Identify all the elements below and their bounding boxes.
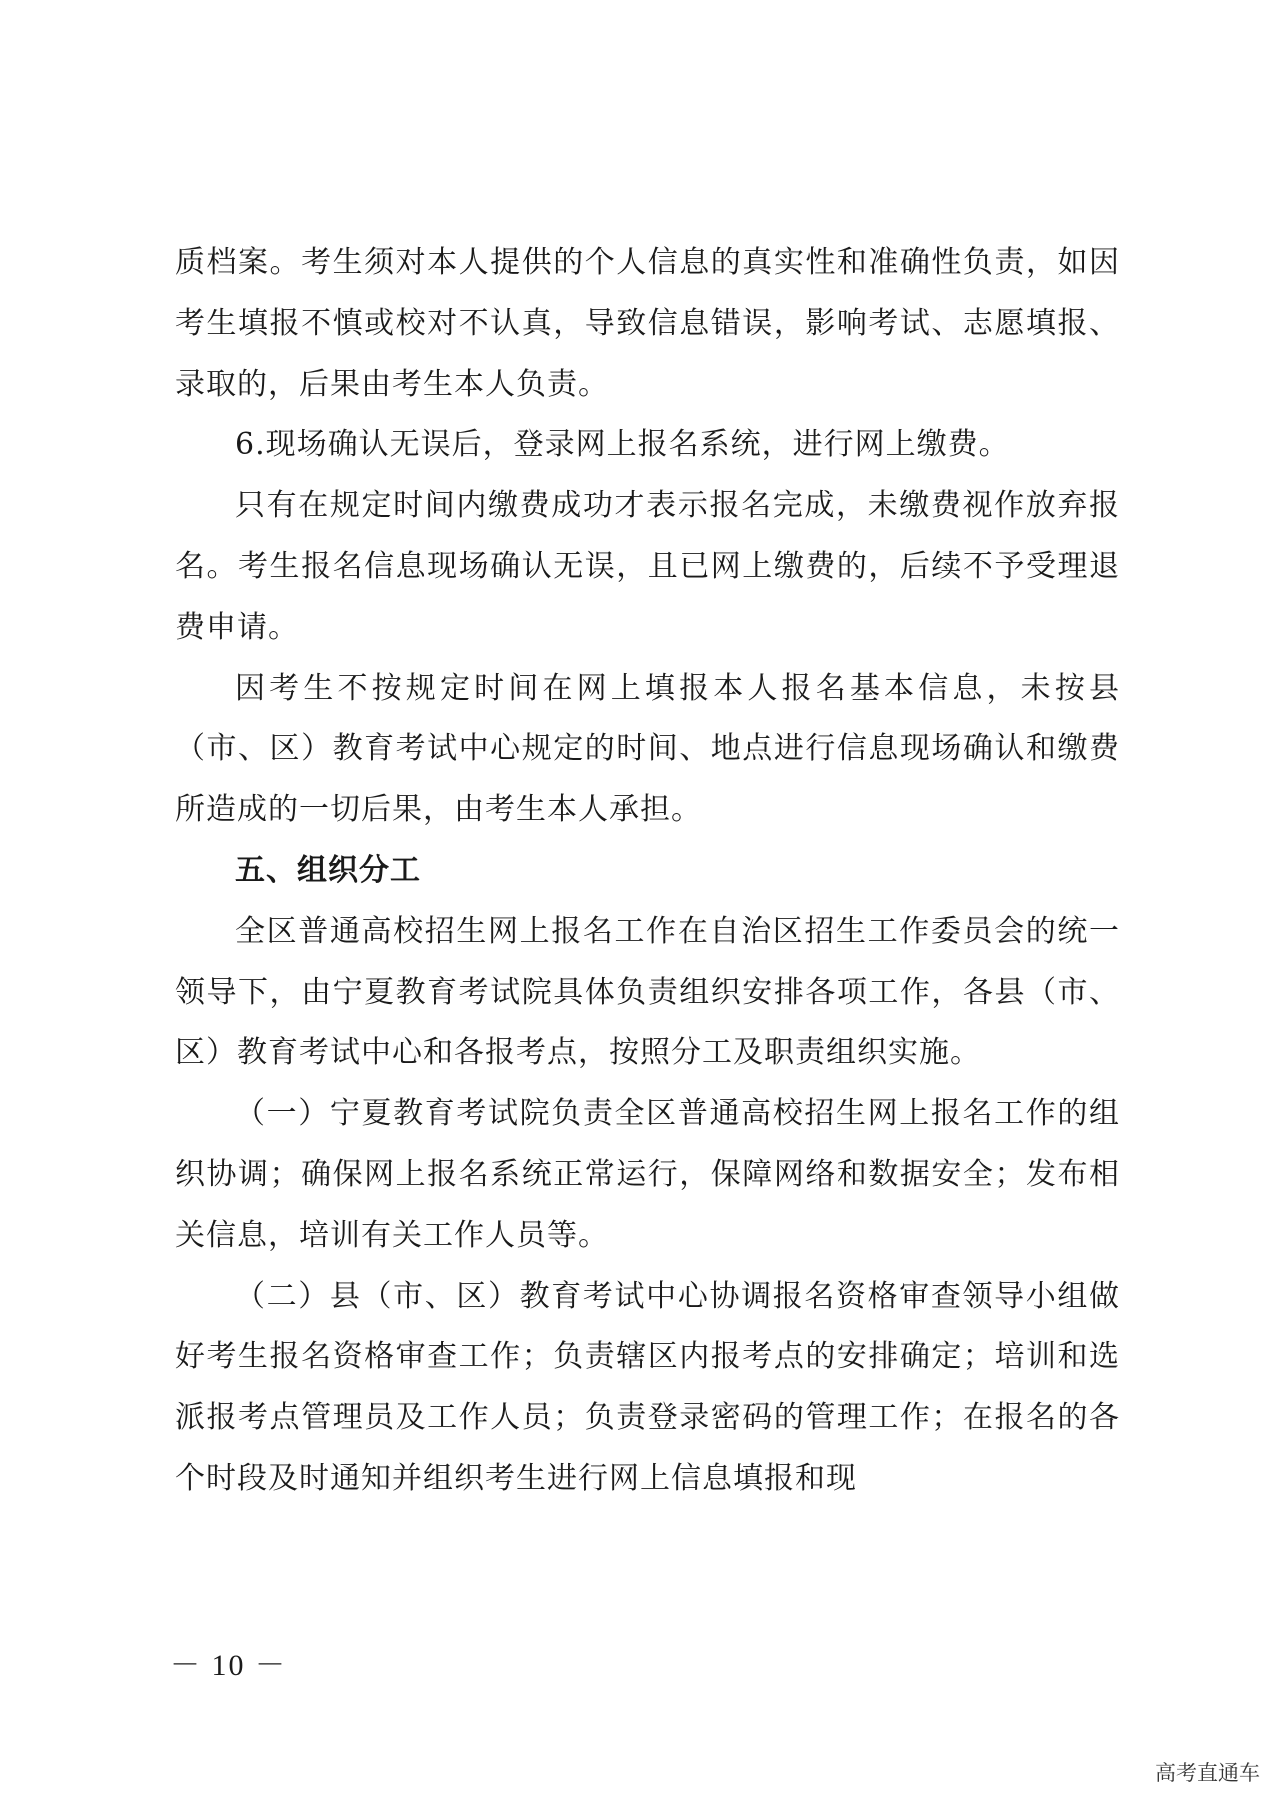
paragraph-payment: 只有在规定时间内缴费成功才表示报名完成，未缴费视作放弃报名。考生报名信息现场确认无误，且已网上缴费的，后续不予受理退费申请。 — [175, 488, 1120, 645]
paragraph-item-2: （二）县（市、区）教育考试中心协调报名资格审查领导小组做好考生报名资格审查工作；负责辖区内报考点的安排确定；培训和选派报考点管理员及工作人员；负责登录密码的管理工作；在报名的各个时段及时通知并组织考生进行网上信息填报和现 — [175, 1278, 1120, 1496]
page-number: － 10 － — [170, 1649, 287, 1682]
paragraph-item-1: （一）宁夏教育考试院负责全区普通高校招生网上报名工作的组织协调；确保网上报名系统正常运行，保障网络和数据安全；发布相关信息，培训有关工作人员等。 — [175, 1096, 1120, 1253]
watermark-label: 高考直通车 — [1155, 1761, 1260, 1785]
paragraph-organization: 全区普通高校招生网上报名工作在自治区招生工作委员会的统一领导下，由宁夏教育考试院具体负责组织安排各项工作，各县（市、区）教育考试中心和各报考点，按照分工及职责组织实施。 — [175, 913, 1120, 1071]
paragraph-continuation: 质档案。考生须对本人提供的个人信息的真实性和准确性负责，如因考生填报不慎或校对不认真，导致信息错误，影响考试、志愿填报、录取的，后果由考生本人负责。 — [175, 245, 1120, 402]
paragraph-item-6: 6.现场确认无误后，登录网上报名系统，进行网上缴费。 — [235, 427, 1010, 463]
document-body — [175, 233, 1120, 1510]
section-heading-organization: 五、组织分工 — [235, 852, 421, 888]
paragraph-consequences: 因考生不按规定时间在网上填报本人报名基本信息，未按县（市、区）教育考试中心规定的时间、地点进行信息现场确认和缴费所造成的一切后果，由考生本人承担。 — [175, 670, 1120, 828]
